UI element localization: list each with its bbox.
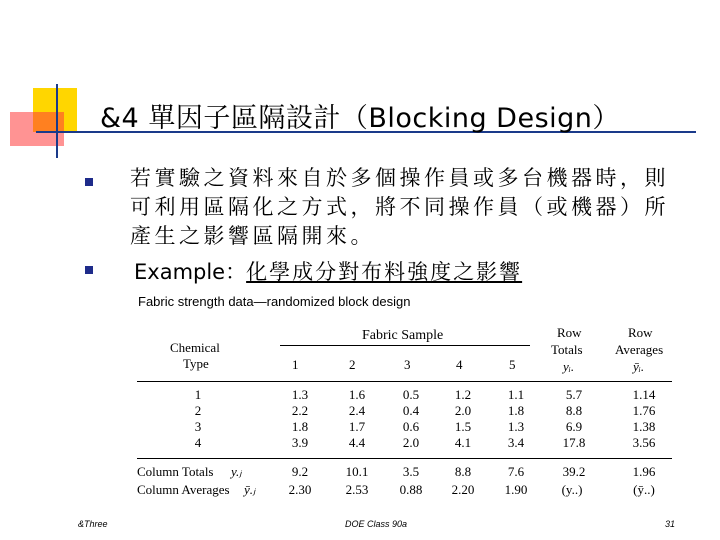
value-cell: 4.1 <box>454 435 472 450</box>
value-cell: 3.9 <box>291 435 309 450</box>
row-average-cell: 1.14 <box>632 387 656 402</box>
footer-center: DOE Class 90a <box>345 519 408 529</box>
value-cell: 1.3 <box>291 387 309 402</box>
grand-total-symbol: (y..) <box>561 482 583 497</box>
header-fabric-sample: Fabric Sample <box>362 328 444 343</box>
column-total-cell: 7.6 <box>507 464 525 479</box>
header-underline <box>280 345 530 346</box>
value-cell: 2.0 <box>454 403 472 418</box>
row-average-cell: 1.76 <box>632 403 656 418</box>
value-cell: 1.8 <box>507 403 525 418</box>
header-row-avg-3: ȳᵢ. <box>633 359 645 374</box>
footer-page-number: 31 <box>665 519 676 529</box>
column-total-cell: 10.1 <box>345 464 369 479</box>
decor-vertical-line <box>56 84 58 158</box>
column-average-cell: 1.90 <box>504 482 528 497</box>
row-total-cell: 5.7 <box>565 387 583 402</box>
header-sample-4: 4 <box>456 357 463 372</box>
table-caption: Fabric strength data—randomized block design <box>138 294 411 309</box>
header-chemical: Chemical <box>170 340 220 355</box>
value-cell: 2.0 <box>402 435 420 450</box>
value-cell: 1.2 <box>454 387 472 402</box>
bullet-icon <box>85 266 93 274</box>
value-cell: 1.8 <box>291 419 309 434</box>
example-line <box>134 256 522 286</box>
value-cell: 1.3 <box>507 419 525 434</box>
slide-title: &4 單因子區隔設計（Blocking Design） <box>100 103 620 134</box>
column-total-cell: 8.8 <box>454 464 472 479</box>
value-cell: 0.4 <box>402 403 420 418</box>
chemical-type-cell: 3 <box>194 419 202 434</box>
header-type: Type <box>183 356 209 371</box>
bullet-icon <box>85 178 93 186</box>
grand-average-symbol: (ȳ..) <box>633 482 655 497</box>
header-row-totals-1: Row <box>557 325 582 340</box>
value-cell: 1.1 <box>507 387 525 402</box>
header-row-avg-2: Averages <box>615 342 664 357</box>
value-cell: 4.4 <box>348 435 366 450</box>
table-rule-bottom <box>137 458 672 459</box>
value-cell: 2.4 <box>348 403 366 418</box>
header-sample-5: 5 <box>509 357 516 372</box>
value-cell: 0.5 <box>402 387 420 402</box>
row-total-cell: 8.8 <box>565 403 583 418</box>
grand-average-cell: 1.96 <box>632 464 656 479</box>
column-average-cell: 0.88 <box>399 482 423 497</box>
footer-left: &Three <box>78 519 108 529</box>
header-row-totals-2: Totals <box>551 342 583 357</box>
header-sample-3: 3 <box>404 357 411 372</box>
row-average-cell: 1.38 <box>632 419 656 434</box>
column-total-cell: 3.5 <box>402 464 420 479</box>
table-rule-top <box>137 381 672 382</box>
column-average-cell: 2.53 <box>345 482 369 497</box>
header-row-totals-3: yᵢ. <box>563 359 575 374</box>
header-sample-2: 2 <box>349 357 356 372</box>
column-averages-label: Column Averages <box>137 482 230 497</box>
row-total-cell: 17.8 <box>562 435 586 450</box>
example-topic: 化學成分對布料強度之影響 <box>246 260 523 284</box>
row-total-cell: 6.9 <box>565 419 583 434</box>
value-cell: 0.6 <box>402 419 420 434</box>
column-total-cell: 9.2 <box>291 464 309 479</box>
value-cell: 2.2 <box>291 403 309 418</box>
chemical-type-cell: 1 <box>194 387 202 402</box>
header-row-avg-1: Row <box>628 325 653 340</box>
column-averages-symbol: ȳ.ⱼ <box>244 482 256 497</box>
header-sample-1: 1 <box>292 357 299 372</box>
chemical-type-cell: 2 <box>194 403 202 418</box>
row-average-cell: 3.56 <box>632 435 656 450</box>
bullet-text: 若實驗之資料來自於多個操作員或多台機器時，則可利用區隔化之方式，將不同操作員（或機器）所產生之影響區隔開來。 <box>130 166 669 248</box>
column-totals-label: Column Totals <box>137 464 214 479</box>
column-average-cell: 2.20 <box>451 482 475 497</box>
column-average-cell: 2.30 <box>288 482 312 497</box>
grand-total-cell: 39.2 <box>562 464 586 479</box>
column-totals-symbol: y.ⱼ <box>231 464 242 479</box>
value-cell: 1.7 <box>348 419 366 434</box>
value-cell: 1.6 <box>348 387 366 402</box>
value-cell: 1.5 <box>454 419 472 434</box>
example-prefix: Example： <box>134 260 247 284</box>
value-cell: 3.4 <box>507 435 525 450</box>
chemical-type-cell: 4 <box>194 435 202 450</box>
